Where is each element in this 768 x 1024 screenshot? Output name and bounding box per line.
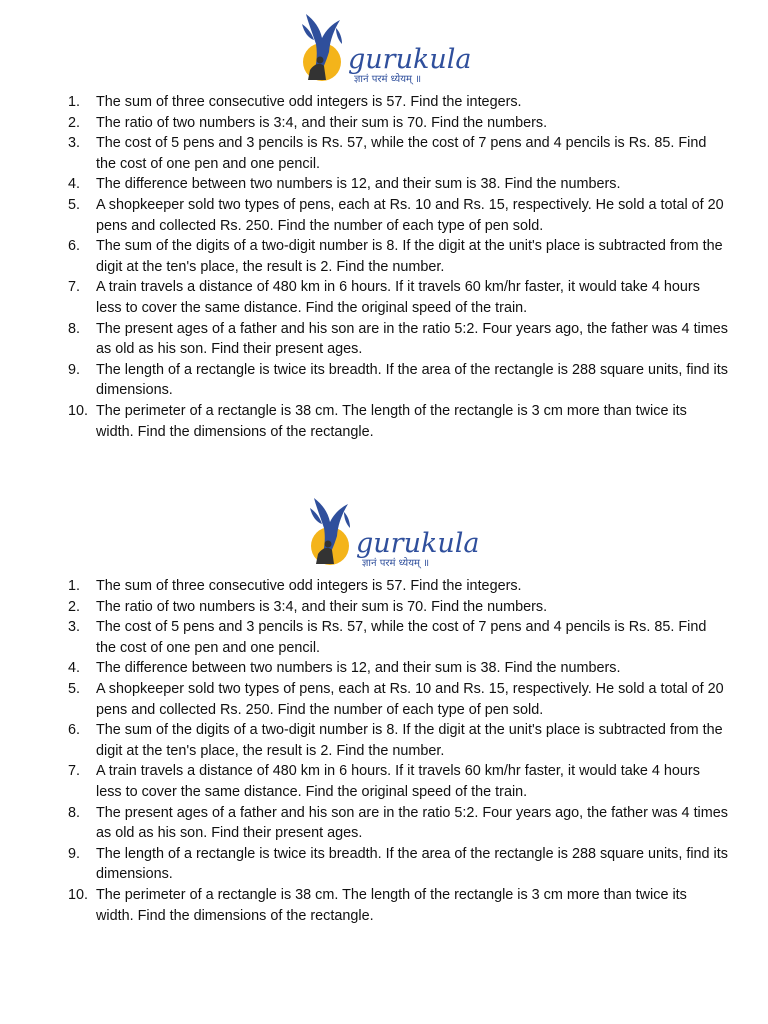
question-item: [0, 113, 768, 134]
question-number: 1.: [68, 578, 81, 594]
question-text: The sum of three consecutive odd integers is 57. Find the integers.: [96, 94, 522, 110]
question-item: [0, 174, 768, 195]
question-number: 8.: [68, 320, 81, 337]
question-item: [0, 277, 768, 318]
question-item: [0, 844, 768, 885]
question-item: [0, 617, 768, 658]
question-text: A shopkeeper sold two types of pens, each at Rs. 10 and Rs. 15, respectively. He sold a total of 20 pens and collected Rs. 250. Find the number of each type of pen sold.: [96, 196, 724, 234]
question-number: 2.: [68, 114, 81, 131]
question-item: [0, 576, 768, 597]
question-number: 9.: [68, 845, 81, 862]
worksheet-bottom: [0, 494, 768, 926]
gurukula-logo: [304, 494, 484, 572]
question-number: 4.: [68, 176, 81, 193]
question-item: [0, 720, 768, 761]
question-text: The cost of 5 pens and 3 pencils is Rs. 57, while the cost of 7 pens and 4 pencils is Rs. 85. Find the cost of one pen and one pencil.: [96, 619, 707, 656]
question-number: 5.: [68, 196, 81, 213]
brand-tagline: ज्ञानं परमं ध्येयम् ॥: [362, 558, 430, 569]
question-list: [0, 576, 768, 926]
question-number: 6.: [68, 238, 81, 255]
question-text: The difference between two numbers is 12, and their sum is 38. Find the numbers.: [96, 660, 621, 677]
question-number: 7.: [68, 763, 81, 780]
question-item: [0, 236, 768, 277]
question-text: The perimeter of a rectangle is 38 cm. The length of the rectangle is 3 cm more than twice its width. Find the dimensions of the rectangle.: [96, 886, 687, 924]
gurukula-logo: [296, 10, 476, 88]
question-number: 4.: [68, 660, 81, 677]
question-number: 10.: [68, 886, 89, 903]
question-number: 6.: [68, 722, 81, 739]
question-item: [0, 885, 768, 926]
question-number: 3.: [68, 135, 81, 152]
question-text: The sum of the digits of a two-digit number is 8. If the digit at the unit's place is subtracted from the digit at the ten's place, the result is 2. Find the number.: [96, 722, 723, 759]
question-text: The present ages of a father and his son are in the ratio 5:2. Four years ago, the father was 4 times as old as his son. Find their present ages.: [96, 804, 728, 842]
question-number: 10.: [68, 402, 89, 419]
question-item: [0, 319, 768, 360]
question-text: The difference between two numbers is 12, and their sum is 38. Find the numbers.: [96, 176, 621, 193]
question-item: [0, 597, 768, 618]
header-logo: [0, 494, 768, 572]
question-number: 8.: [68, 804, 81, 821]
question-text: The sum of three consecutive odd integers is 57. Find the integers.: [96, 578, 522, 594]
worksheet-top: [0, 10, 768, 442]
question-item: [0, 360, 768, 401]
brand-name: gurukula: [356, 528, 480, 559]
question-number: 2.: [68, 598, 81, 615]
question-text: The ratio of two numbers is 3:4, and their sum is 70. Find the numbers.: [96, 114, 548, 131]
brand-name: gurukula: [348, 44, 472, 75]
question-text: The perimeter of a rectangle is 38 cm. The length of the rectangle is 3 cm more than twice its width. Find the dimensions of the rectangle.: [96, 402, 687, 440]
question-number: 3.: [68, 619, 81, 636]
question-item: [0, 401, 768, 442]
question-number: 7.: [68, 279, 81, 296]
question-item: [0, 92, 768, 113]
question-item: [0, 761, 768, 802]
question-item: [0, 658, 768, 679]
brand-tagline: ज्ञानं परमं ध्येयम् ॥: [354, 74, 422, 85]
question-item: [0, 803, 768, 844]
question-text: A shopkeeper sold two types of pens, each at Rs. 10 and Rs. 15, respectively. He sold a total of 20 pens and collected Rs. 250. Find the number of each type of pen sold.: [96, 680, 724, 718]
question-number: 9.: [68, 361, 81, 378]
question-text: The present ages of a father and his son are in the ratio 5:2. Four years ago, the father was 4 times as old as his son. Find their present ages.: [96, 320, 728, 358]
question-text: The cost of 5 pens and 3 pencils is Rs. 57, while the cost of 7 pens and 4 pencils is Rs. 85. Find the cost of one pen and one pencil.: [96, 135, 707, 172]
question-number: 1.: [68, 94, 81, 110]
question-text: The length of a rectangle is twice its breadth. If the area of the rectangle is 288 square units, find its dimensions.: [96, 845, 728, 883]
header-logo: [0, 10, 768, 88]
question-text: A train travels a distance of 480 km in 6 hours. If it travels 60 km/hr faster, it would take 4 hours less to cover the same distance. Find the original speed of the train.: [96, 763, 700, 800]
question-text: The sum of the digits of a two-digit number is 8. If the digit at the unit's place is subtracted from the digit at the ten's place, the result is 2. Find the number.: [96, 238, 723, 275]
question-number: 5.: [68, 680, 81, 697]
question-text: A train travels a distance of 480 km in 6 hours. If it travels 60 km/hr faster, it would take 4 hours less to cover the same distance. Find the original speed of the train.: [96, 279, 700, 316]
question-item: [0, 195, 768, 236]
question-item: [0, 679, 768, 720]
question-text: The ratio of two numbers is 3:4, and their sum is 70. Find the numbers.: [96, 598, 548, 615]
question-list: [0, 92, 768, 442]
question-item: [0, 133, 768, 174]
question-text: The length of a rectangle is twice its breadth. If the area of the rectangle is 288 square units, find its dimensions.: [96, 361, 728, 399]
